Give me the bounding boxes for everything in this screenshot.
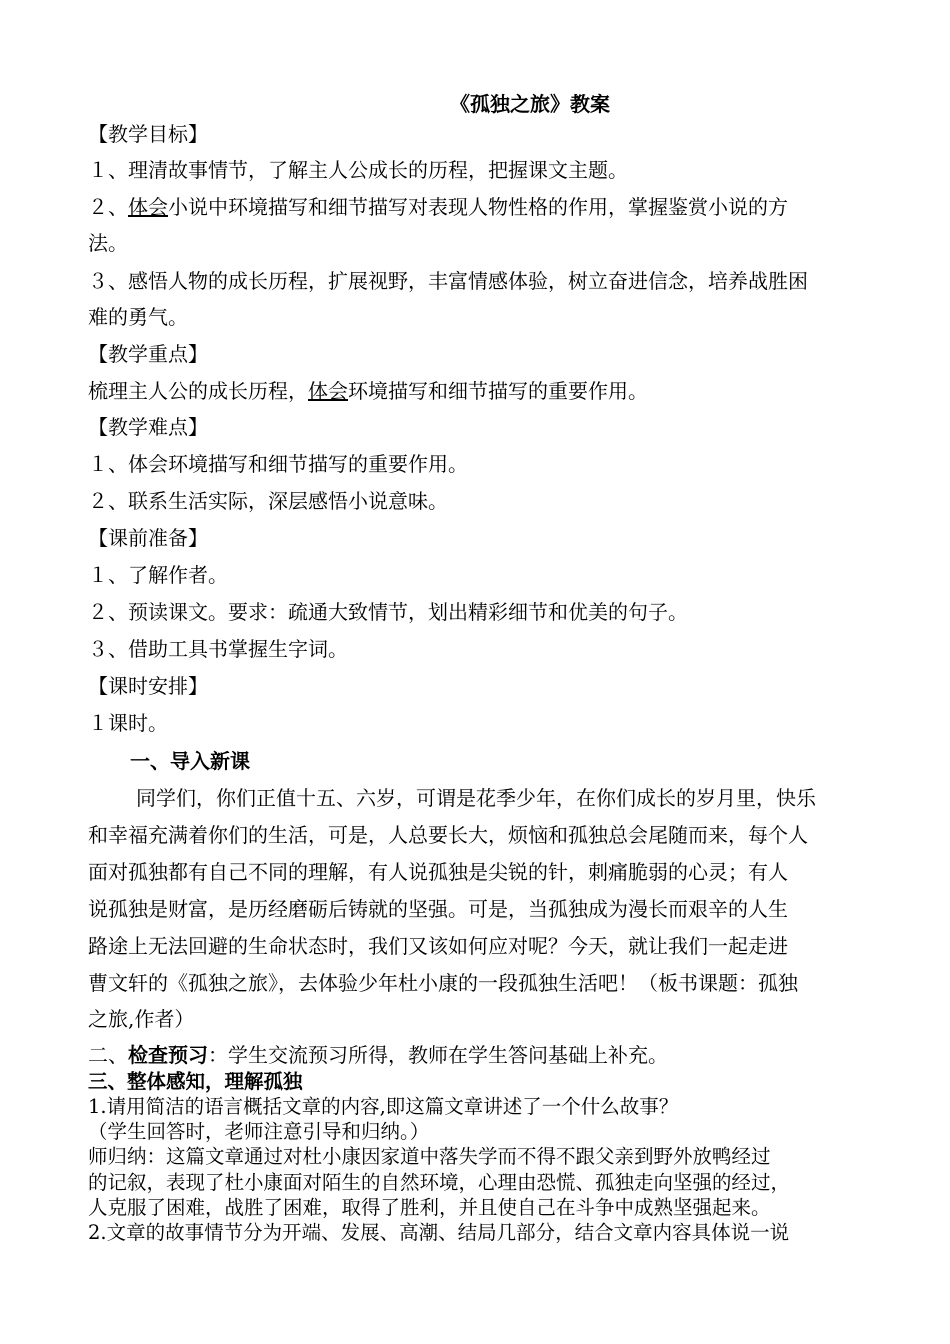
objective-2-continued: 法。 — [88, 231, 128, 255]
key-points-underlined: 体会 — [308, 379, 348, 403]
section-2-heading: 检查预习 — [128, 1043, 208, 1067]
document-title: 《孤独之旅》教案 — [450, 92, 610, 116]
objective-3: ３、感悟人物的成长历程，扩展视野，丰富情感体验，树立奋进信念，培养战胜困 — [88, 269, 808, 293]
objective-2-text: 小说中环境描写和细节描写对表现人物性格的作用，掌握鉴赏小说的方 — [168, 195, 788, 219]
section-3-heading: 三、整体感知，理解孤独 — [88, 1070, 303, 1093]
section-1-heading: 一、导入新课 — [130, 749, 250, 773]
difficulties-heading: 【教学难点】 — [88, 415, 208, 439]
objective-2-number: ２、 — [88, 195, 128, 219]
section-1-line: 曹文轩的《孤独之旅》，去体验少年杜小康的一段孤独生活吧！（板书课题：孤独 — [88, 971, 798, 995]
section-2-number: 二、 — [88, 1043, 128, 1067]
section-2 — [88, 1037, 878, 1073]
difficulty-1: １、体会环境描写和细节描写的重要作用。 — [88, 452, 468, 476]
preparation-3: ３、借助工具书掌握生字词。 — [88, 637, 348, 661]
section-1-line: 和幸福充满着你们的生活，可是，人总要长大，烦恼和孤独总会尾随而来，每个人 — [88, 823, 808, 847]
objective-2-underlined: 体会 — [128, 195, 168, 219]
section-3-line: （学生回答时，老师注意引导和归纳。） — [88, 1120, 430, 1143]
difficulty-2: ２、联系生活实际，深层感悟小说意味。 — [88, 489, 448, 513]
objective-1: １、理清故事情节，了解主人公成长的历程，把握课文主题。 — [88, 158, 628, 182]
section-1-line: 同学们，你们正值十五、六岁，可谓是花季少年，在你们成长的岁月里，快乐 — [136, 786, 816, 810]
schedule-text: １课时。 — [88, 711, 168, 735]
schedule-heading: 【课时安排】 — [88, 674, 208, 698]
section-3-line: 人克服了困难，战胜了困难，取得了胜利，并且使自己在斗争中成熟坚强起来。 — [88, 1196, 771, 1219]
key-points-heading: 【教学重点】 — [88, 342, 208, 366]
section-1-line: 说孤独是财富，是历经磨砺后铸就的坚强。可是，当孤独成为漫长而艰辛的人生 — [88, 897, 788, 921]
section-1-line: 之旅,作者） — [88, 1007, 195, 1031]
preparation-1: １、了解作者。 — [88, 563, 228, 587]
section-3-line: 师归纳：这篇文章通过对杜小康因家道中落失学而不得不跟父亲到野外放鸭经过 — [88, 1145, 771, 1168]
section-3-line: 1.请用简洁的语言概括文章的内容,即这篇文章讲述了一个什么故事？ — [88, 1095, 679, 1118]
section-1-line: 面对孤独都有自己不同的理解，有人说孤独是尖锐的针，刺痛脆弱的心灵；有人 — [88, 860, 788, 884]
section-2-text: ：学生交流预习所得，教师在学生答问基础上补充。 — [208, 1043, 668, 1067]
key-points-pre: 梳理主人公的成长历程， — [88, 379, 308, 403]
key-points-post: 环境描写和细节描写的重要作用。 — [348, 379, 648, 403]
objective-2 — [88, 189, 878, 225]
preparation-heading: 【课前准备】 — [88, 526, 208, 550]
section-3-line: 的记叙，表现了杜小康面对陌生的自然环境，心理由恐慌、孤独走向坚强的经过， — [88, 1171, 791, 1194]
key-points-text — [88, 373, 878, 409]
preparation-2: ２、预读课文。要求：疏通大致情节，划出精彩细节和优美的句子。 — [88, 600, 688, 624]
section-3-line: 2.文章的故事情节分为开端、发展、高潮、结局几部分，结合文章内容具体说一说 — [88, 1221, 790, 1244]
objectives-heading: 【教学目标】 — [88, 122, 208, 146]
section-1-line: 路途上无法回避的生命状态时，我们又该如何应对呢？今天，就让我们一起走进 — [88, 934, 788, 958]
objective-3-continued: 难的勇气。 — [88, 305, 188, 329]
